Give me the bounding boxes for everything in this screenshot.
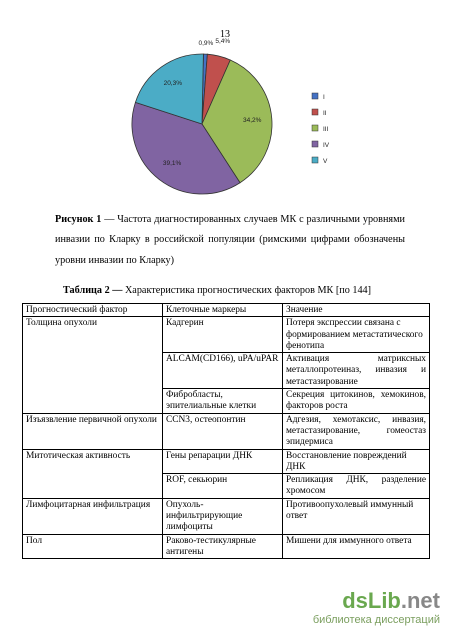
table-cell-meaning: Репликация ДНК, разделение хромосом bbox=[283, 474, 430, 499]
table-cell-factor: Толщина опухоли bbox=[23, 317, 163, 413]
watermark-logo-main: dsLib bbox=[342, 588, 401, 613]
table-cell-factor: Митотическая активность bbox=[23, 449, 163, 498]
watermark-logo-domain: .net bbox=[400, 588, 440, 613]
legend-swatch-III bbox=[312, 125, 318, 131]
table-title-text: Характеристика прогностических факторов МК [по 144] bbox=[122, 285, 372, 296]
pie-chart-svg bbox=[0, 0, 450, 205]
pie-label-IV: 39,1% bbox=[162, 159, 182, 167]
table-row bbox=[23, 317, 430, 353]
watermark-logo bbox=[313, 590, 440, 612]
table-cell-meaning: Активация матриксных металлопротеиназ, инвазия и метастазирование bbox=[283, 353, 430, 389]
pie-label-III: 34,2% bbox=[242, 117, 262, 124]
table-header-row bbox=[23, 304, 430, 317]
table-cell-factor: Пол bbox=[23, 534, 163, 559]
legend-label-I: I bbox=[323, 94, 325, 101]
table-cell-marker: ALCAM(CD166), uPA/uPAR bbox=[163, 353, 283, 389]
legend-label-V: V bbox=[323, 158, 328, 165]
table-cell-marker: Раково-тестикулярные антигены bbox=[163, 534, 283, 559]
header-cell: Клеточные маркеры bbox=[163, 304, 283, 317]
table-cell-marker: ROF, секьюрин bbox=[163, 474, 283, 499]
legend-label-IV: IV bbox=[323, 142, 330, 149]
table-cell-marker: Кадгерин bbox=[163, 317, 283, 353]
table-cell-meaning: Противоопухолевый иммунный ответ bbox=[283, 498, 430, 534]
pie-label-V: 20,3% bbox=[163, 79, 183, 87]
page-number: 13 bbox=[220, 29, 230, 40]
watermark bbox=[313, 590, 440, 626]
pie-label-I: 0,9% bbox=[198, 39, 214, 47]
legend-swatch-V bbox=[312, 157, 318, 163]
table-title bbox=[63, 285, 371, 296]
table-cell-meaning: Потеря экспрессии связана с формированием метастатического фенотипа bbox=[283, 317, 430, 353]
watermark-subtitle: библиотека диссертаций bbox=[312, 614, 440, 626]
figure-caption-text: — Частота диагностированных случаев МК с различными уровнями инвазии по Кларку в российской популяции (римскими цифрами обозначены уровни инвазии по Кларку) bbox=[55, 214, 405, 266]
table-cell-factor: Лимфоцитарная инфильтрация bbox=[23, 498, 163, 534]
table-row bbox=[23, 498, 430, 534]
prognostic-factors-table bbox=[22, 303, 430, 559]
table-cell-meaning: Адгезия, хемотаксис, инвазия, метастазирование, гомеостаз эпидермиса bbox=[283, 413, 430, 449]
table-cell-marker: Фибробласты, эпителиальные клетки bbox=[163, 389, 283, 414]
legend-swatch-II bbox=[312, 109, 318, 115]
pie-chart bbox=[0, 0, 450, 205]
table-cell-factor: Изъязвление первичной опухоли bbox=[23, 413, 163, 449]
table-cell-marker: Опухоль-инфильтрирующие лимфоциты bbox=[163, 498, 283, 534]
table-row bbox=[23, 534, 430, 559]
figure-caption-label: Рисунок 1 bbox=[55, 214, 102, 225]
table-cell-marker: Гены репарации ДНК bbox=[163, 449, 283, 474]
legend-label-II: II bbox=[323, 110, 327, 117]
table-row bbox=[23, 449, 430, 474]
legend-swatch-IV bbox=[312, 141, 318, 147]
table-row bbox=[23, 413, 430, 449]
table-cell-meaning: Мишени для иммунного ответа bbox=[283, 534, 430, 559]
legend-swatch-I bbox=[312, 93, 318, 99]
table-title-label: Таблица 2 — bbox=[63, 285, 123, 296]
table-cell-marker: CCN3, остеопонтин bbox=[163, 413, 283, 449]
figure-caption bbox=[55, 210, 405, 271]
header-cell: Значение bbox=[283, 304, 430, 317]
table-cell-meaning: Восстановление повреждений ДНК bbox=[283, 449, 430, 474]
pie-label-II: 5,4% bbox=[215, 38, 231, 46]
header-cell: Прогностический фактор bbox=[23, 304, 163, 317]
legend-label-III: III bbox=[323, 126, 329, 133]
table-cell-meaning: Секреция цитокинов, хемокинов, факторов роста bbox=[283, 389, 430, 414]
